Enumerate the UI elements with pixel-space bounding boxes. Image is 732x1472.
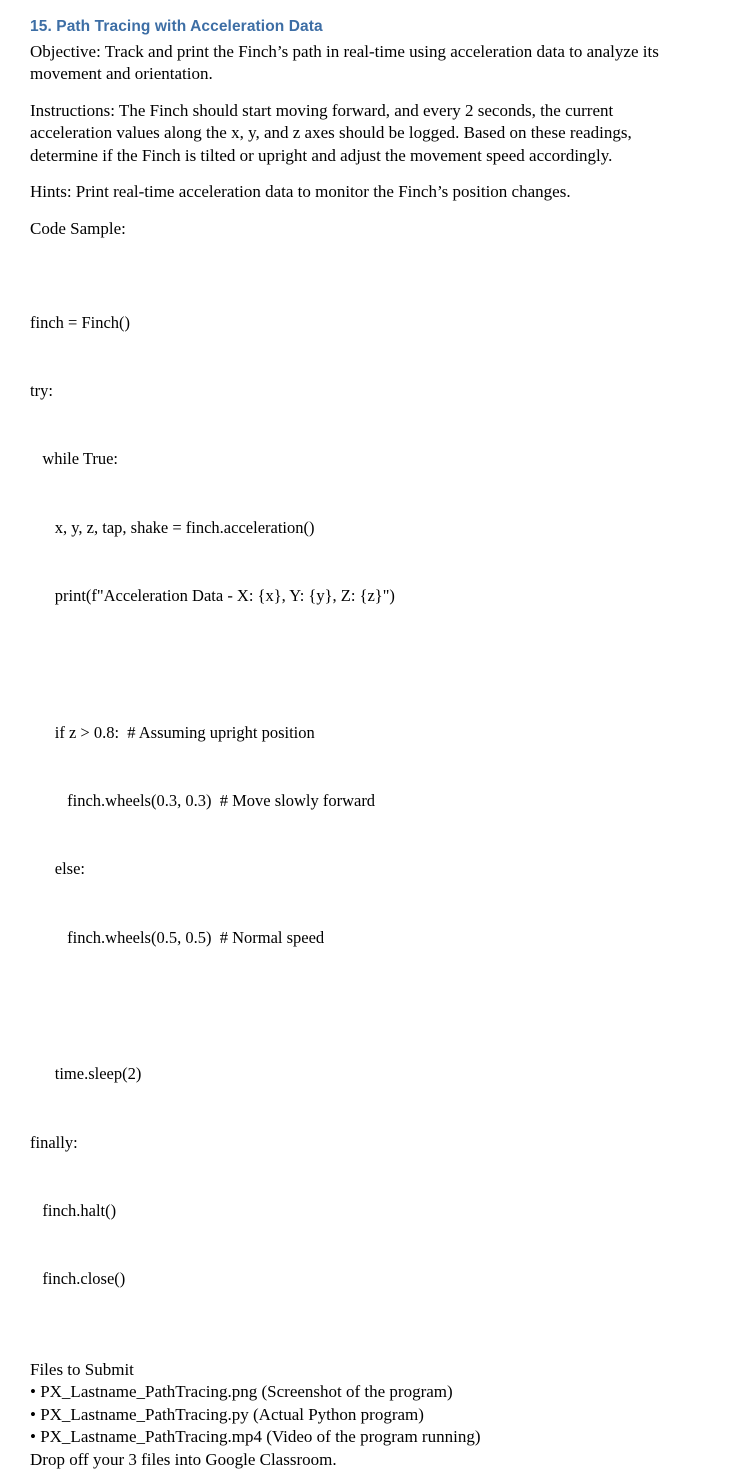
instructions-paragraph: Instructions: The Finch should start moving forward, and every 2 seconds, the current acceleration values along the x, y, and z axes should be logged. Based on these readings, determine if the Finch is tilted or upright and adjust the movement speed accordingly.: [30, 100, 632, 165]
code-line: if z > 0.8: # Assuming upright position: [30, 722, 315, 742]
code-sample-label: Code Sample:: [30, 218, 126, 238]
code-sample-block: [30, 266, 698, 1336]
code-line: time.sleep(2): [30, 1064, 142, 1084]
objective-paragraph: Objective: Track and print the Finch’s path in real-time using acceleration data to analyze its movement and orientation.: [30, 42, 659, 84]
list-item: • PX_Lastname_PathTracing.mp4 (Video of the program running): [30, 1427, 481, 1447]
code-line: [30, 995, 698, 1018]
page-title: 15. Path Tracing with Acceleration Data: [30, 18, 323, 35]
code-line: else:: [30, 859, 85, 879]
code-line: print(f"Acceleration Data - X: {x}, Y: {y}, Z: {z}"): [30, 585, 395, 605]
list-item: • PX_Lastname_PathTracing.png (Screenshot of the program): [30, 1382, 453, 1402]
code-line: finch = Finch(): [30, 312, 131, 332]
hints-paragraph: Hints: Print real-time acceleration data to monitor the Finch’s position changes.: [30, 182, 571, 202]
spacer-before-code: [30, 254, 698, 266]
code-line: finch.close(): [30, 1269, 126, 1289]
code-line: while True:: [30, 449, 119, 469]
code-line: try:: [30, 380, 53, 400]
files-to-submit-section: [30, 1359, 698, 1472]
code-line: finally:: [30, 1132, 78, 1152]
files-heading: Files to Submit: [30, 1359, 134, 1379]
code-line: [30, 653, 698, 676]
list-item: • PX_Lastname_PathTracing.py (Actual Python program): [30, 1404, 424, 1424]
spacer-before-files: [30, 1337, 698, 1359]
code-line: finch.wheels(0.3, 0.3) # Move slowly forward: [30, 790, 376, 810]
code-line: x, y, z, tap, shake = finch.acceleration(): [30, 517, 315, 537]
code-line: finch.halt(): [30, 1200, 117, 1220]
dropoff-instruction: Drop off your 3 files into Google Classroom.: [30, 1449, 337, 1469]
code-line: finch.wheels(0.5, 0.5) # Normal speed: [30, 927, 325, 947]
